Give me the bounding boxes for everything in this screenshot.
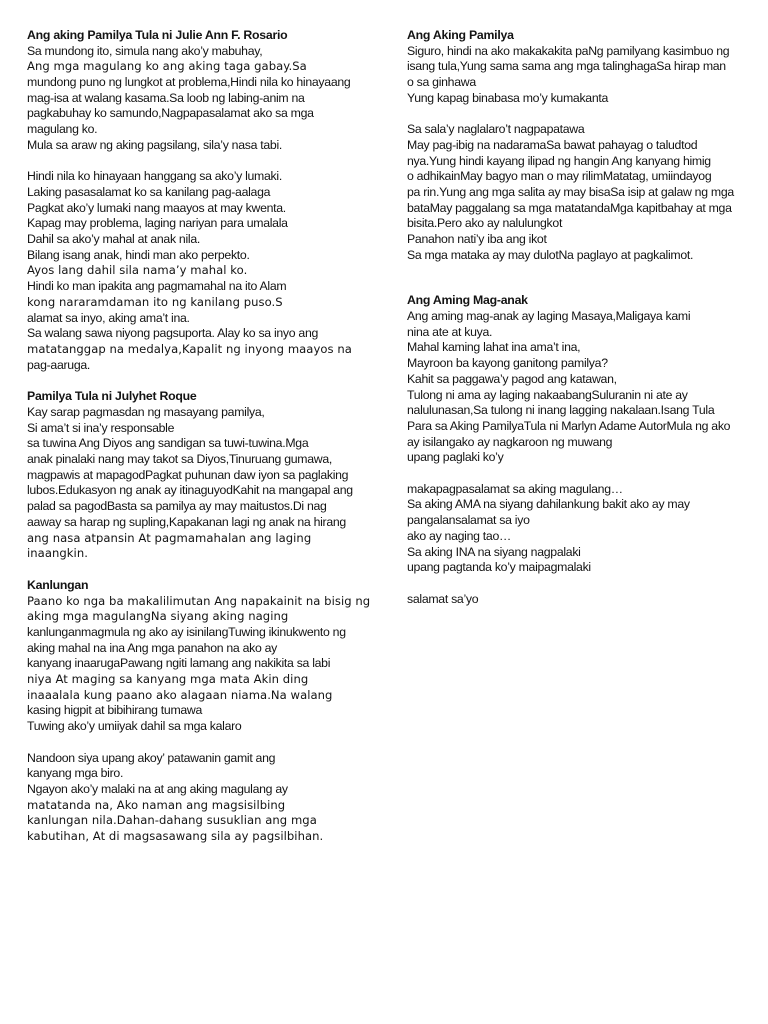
poem-line: bataMay paggalang sa mga matatandaMga kapitbahay at mga xyxy=(407,200,732,215)
poem-line: Para sa Aking PamilyaTula ni Marlyn Adame AutorMula ng ako xyxy=(407,418,731,433)
poem-line: Nandoon siya upang akoy’ patawanin gamit ang xyxy=(27,750,276,765)
poem-line: ay isilangako ay nagkaroon ng muwang xyxy=(407,434,613,449)
poem-line: sa tuwina Ang Diyos ang sandigan sa tuwi-tuwina.Mga xyxy=(27,436,309,451)
poem-line xyxy=(27,735,369,751)
poem-line: Pagkat ako’y lumaki nang maayos at may kwenta. xyxy=(27,200,286,215)
poem-ang-aking-pamilya-rosario xyxy=(27,28,369,373)
poem-line xyxy=(27,154,369,170)
poem-line: Hindi ko man ipakita ang pagmamahal na ito Alam xyxy=(27,279,287,294)
poem-line: Ang mga magulang ko ang aking taga gabay.Sa xyxy=(27,59,307,74)
poem-line: Kay sarap pagmasdan ng masayang pamilya, xyxy=(27,404,265,419)
poem-line: anak pinalaki nang may takot sa Diyos,Tinuruang gumawa, xyxy=(27,452,332,467)
poem-line: isang tula,Yung sama sama ang mga talinghagaSa hirap man xyxy=(407,59,726,74)
poem-line: upang paglaki ko’y xyxy=(407,450,504,465)
poem-line: nalulunasan,Sa tulong ni inang lagging nakalaan.Isang Tula xyxy=(407,403,715,418)
poem-title: Pamilya Tula ni Julyhet Roque xyxy=(27,389,197,404)
poem-line: Sa mundong ito, simula nang ako’y mabuhay, xyxy=(27,43,263,58)
poem-line: pa rin.Yung ang mga salita ay may bisaSa isip at galaw ng mga xyxy=(407,184,734,199)
poem-line: kong nararamdaman ito ng kanilang puso.S xyxy=(27,294,283,309)
poem-line: bisita.Pero ako ay nalulungkot xyxy=(407,216,563,231)
poem-line: inaangkin. xyxy=(27,546,88,561)
poem-line: pag-aaruga. xyxy=(27,357,91,372)
poem-line: Mayroon ba kayong ganitong pamilya? xyxy=(407,356,608,371)
poem-title: Ang aking Pamilya Tula ni Julie Ann F. Rosario xyxy=(27,28,288,42)
poem-body xyxy=(407,309,747,607)
poem-line: Si ama’t si ina’y responsable xyxy=(27,420,175,435)
poem-line: Sa walang sawa niyong pagsuporta. Alay ko sa inyo ang xyxy=(27,326,319,341)
poem-line xyxy=(407,466,747,482)
poem-title: Ang Aking Pamilya xyxy=(407,28,514,42)
poem-line: matatanggap na medalya,Kapalit ng inyong maayos na xyxy=(27,341,352,356)
poem-line: Hindi nila ko hinayaan hanggang sa ako’y lumaki. xyxy=(27,169,282,184)
poem-line: alamat sa inyo, aking ama’t ina. xyxy=(27,310,190,325)
poem-body xyxy=(407,44,747,264)
poem-line: magpawis at mapagodPagkat puhunan daw iyon sa paglaking xyxy=(27,467,349,482)
poem-kanlungan xyxy=(27,578,369,845)
poem-ang-aking-pamilya xyxy=(407,28,747,263)
poem-line: pagkabuhay ko samundo,Nagpapasalamat ako sa mga xyxy=(27,106,314,121)
poem-line: palad sa pagodBasta sa pamilya ay may maitustos.Di nag xyxy=(27,499,327,514)
poem-line: pangalansalamat sa iyo xyxy=(407,513,530,528)
poem-line: ang nasa atpansin At pagmamahalan ang laging xyxy=(27,530,312,545)
poem-line: Ang aming mag-anak ay laging Masaya,Maligaya kami xyxy=(407,309,691,324)
poem-line: inaaalala kung paano ako alagaan niama.Na walang xyxy=(27,687,333,702)
poem-line: o sa ginhawa xyxy=(407,75,476,89)
poem-line: Kapag may problema, laging nariyan para umalala xyxy=(27,216,288,231)
poem-line: Sa aking AMA na siyang dahilankung bakit ako ay may xyxy=(407,497,690,512)
poem-line: nina ate at kuya. xyxy=(407,324,493,339)
poem-line: makapagpasalamat sa aking magulang… xyxy=(407,481,623,496)
poem-line: Sa mga mataka ay may dulotNa paglayo at pagkalimot. xyxy=(407,247,694,262)
poem-line: Paano ko nga ba makalilimutan Ang napakainit na bisig ng xyxy=(27,593,371,608)
poem-line: Sa aking INA na siyang nagpalaki xyxy=(407,544,581,559)
poem-line: Ngayon ako’y malaki na at ang aking magulang ay xyxy=(27,781,288,796)
poem-line xyxy=(407,576,747,592)
poem-line: aaway sa harap ng supling,Kapakanan lagi ng anak na hirang xyxy=(27,514,346,529)
poem-line: Panahon nati’y iba ang ikot xyxy=(407,232,547,247)
poem-line: Mahal kaming lahat ina ama’t ina, xyxy=(407,340,581,355)
poem-body xyxy=(27,594,369,845)
poem-line: kasing higpit at bibihirang tumawa xyxy=(27,703,203,718)
poem-line: upang pagtanda ko’y maipagmalaki xyxy=(407,560,591,575)
poem-line: magulang ko. xyxy=(27,122,98,137)
poem-line: Sa sala’y naglalaro’t nagpapatawa xyxy=(407,122,585,137)
poem-body xyxy=(27,44,369,374)
poem-line: aking mahal na ina Ang mga panahon na ako ay xyxy=(27,640,278,655)
poem-line xyxy=(407,106,747,122)
poem-line: nya.Yung hindi kayang ilipad ng hangin Ang kanyang himig xyxy=(407,153,711,168)
poem-pamilya-roque xyxy=(27,389,369,562)
poem-line: Ayos lang dahil sila nama’y mahal ko. xyxy=(27,263,248,278)
poem-line: Tulong ni ama ay laging nakaabangSuluranin ni ate ay xyxy=(407,387,688,402)
poem-line: Bilang isang anak, hindi man ako perpekto. xyxy=(27,247,250,262)
poem-line: Siguro, hindi na ako makakakita paNg pamilyang kasimbuo ng xyxy=(407,43,730,58)
poem-line: o adhikainMay bagyo man o may rilimMatatag, umiindayog xyxy=(407,169,712,184)
poem-line: Dahil sa ako’y mahal at anak nila. xyxy=(27,232,200,247)
poem-line: Laking pasasalamat ko sa kanilang pag-aalaga xyxy=(27,184,271,199)
poem-line: salamat sa’yo xyxy=(407,591,479,606)
left-column xyxy=(27,28,369,845)
poem-line: Tuwing ako’y umiiyak dahil sa mga kalaro xyxy=(27,719,242,734)
poem-body xyxy=(27,405,369,562)
poem-line: kanyang inaarugaPawang ngiti lamang ang nakikita sa labi xyxy=(27,656,331,671)
poem-line: kanyang mga biro. xyxy=(27,766,124,781)
poem-line: Mula sa araw ng aking pagsilang, sila’y nasa tabi. xyxy=(27,137,283,152)
poem-line: Kahit sa paggawa’y pagod ang katawan, xyxy=(407,371,617,386)
right-column xyxy=(407,28,747,607)
poem-line: mundong puno ng lungkot at problema,Hindi nila ko hinayaang xyxy=(27,75,351,89)
poem-line: kanlungan nila.Dahan-dahang susuklian ang mga xyxy=(27,813,317,828)
poem-ang-aming-mag-anak xyxy=(407,293,747,607)
poem-line: mag-isa at walang kasama.Sa loob ng labing-anim na xyxy=(27,90,305,105)
poem-title: Kanlungan xyxy=(27,577,89,592)
poem-line: matatanda na, Ako naman ang magsisilbing xyxy=(27,797,286,812)
poem-line: niya At maging sa kanyang mga mata Akin ding xyxy=(27,672,309,687)
poem-line: kabutihan, At di magsasawang sila ay pagsilbihan. xyxy=(27,829,324,844)
poem-line: kanlunganmagmula ng ako ay isinilangTuwing ikinukwento ng xyxy=(27,624,346,639)
poem-line: ako ay naging tao… xyxy=(407,528,511,543)
poem-line: lubos.Edukasyon ng anak ay itinaguyodKahit na mangapal ang xyxy=(27,483,353,498)
poem-title: Ang Aming Mag-anak xyxy=(407,293,528,308)
poem-line: Yung kapag binabasa mo’y kumakanta xyxy=(407,90,609,105)
poem-line: May pag-ibig na nadaramaSa bawat pahayag o taludtod xyxy=(407,137,698,152)
poem-line: aking mga magulangNa siyang aking naging xyxy=(27,609,289,624)
